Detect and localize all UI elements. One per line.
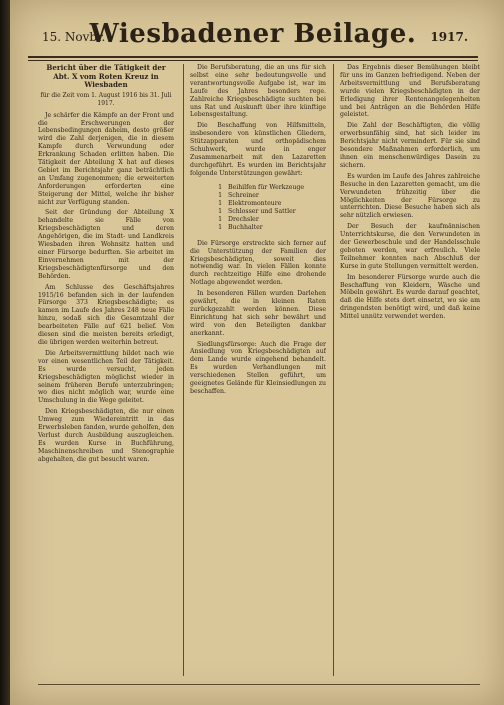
table-row — [196, 200, 326, 208]
table-row — [196, 192, 326, 200]
paragraph: Die Berufsberatung, die an uns für sich selbst eine sehr bedeutungsvolle und verantwortungsvolle Aufgabe ist, war im Laufe des Jahres besonders rege. Zahlreiche Kriegsbeschädigte suchten bei uns Rat und Auskunft über ihre künftige Lebensgestaltung. — [190, 64, 326, 119]
paragraph: Die Zahl der Beschäftigten, die völlig erwerbsunfähig sind, hat sich leider im Berichtsjahr nicht vermindert. Für sie sind besondere Maßnahmen erforderlich, um ihnen ein menschenwürdiges Dasein zu sichern. — [340, 122, 480, 169]
paragraph: Seit der Gründung der Abteilung X behandelte sie Fälle von Kriegsbeschädigten und deren Angehörigen, die im Stadt- und Landkreis Wiesbaden ihren Wohnsitz hatten und einer Fürsorge bedurften. Sie arbeitet im Einvernehmen mit der Kriegsbeschädigtenfürsorge und den Behörden. — [38, 209, 174, 280]
paragraph: Im besonderer Fürsorge wurde auch die Beschaffung von Kleidern, Wäsche und Möbeln gewährt. Es wurde darauf geachtet, daß die Hilfe stets dort einsetzt, wo sie am dringendsten benötigt wird, und daß keine Mittel unnütz verwendet werden. — [340, 273, 480, 321]
table-row — [196, 224, 326, 232]
paragraph: Das Ergebnis dieser Bemühungen bleibt für uns im Ganzen befriedigend. Neben der Arbeitsvermittlung und Berufsberatung wurde vielen Kriegsbeschädigten in der Erledigung ihrer Rentenangelegenheiten und bei Anträgen an die Behörden Hilfe geleistet. — [340, 64, 480, 119]
table-cell-label: Schlosser und Sattler — [228, 207, 296, 215]
column-2 — [190, 64, 326, 679]
paragraph: Die Arbeitsvermittlung bildet nach wie vor einen wesentlichen Teil der Tätigkeit. Es wurde versucht, jeden Kriegsbeschädigten möglichst wieder in seinem früheren Berufe unterzubringen; wo dies nicht möglich war, wurde eine Umschulung in die Wege geleitet. — [38, 349, 174, 405]
masthead-rule-thick — [28, 56, 478, 58]
table-cell-label: Beihilfen für Werkzeuge — [228, 183, 304, 191]
table-cell-number: 1 — [218, 191, 222, 199]
table-cell-number: 1 — [218, 223, 222, 231]
paragraph: Je schärfer die Kämpfe an der Front und die Erschwerungen der Lebensbedingungen daheim, desto größer wird die Zahl derjenigen, die in diesem Kampfe durch Verwundung oder Erkrankung Schaden erlitten haben. Die Tätigkeit der Abteilung X hat auf dieses Gebiet im Berichtsjahr ganz beträchtlich an Umfang zugenommen; die erweiterten Anforderungen erforderten eine Steigerung der Mittel, welche ihr bisher nicht zur Verfügung standen. — [38, 111, 174, 206]
table-cell-label: Elektromonteure — [228, 199, 282, 207]
column-divider-2 — [333, 64, 334, 676]
table-row — [196, 184, 326, 192]
paragraph: Die Beschaffung von Hilfsmitteln, insbesondere von künstlichen Gliedern, Stützapparaten und orthopädischem Schuhwerk, wurde in enger Zusammenarbeit mit den Lazaretten durchgeführt. Es wurden im Berichtsjahr folgende Unterstützungen gewährt: — [190, 122, 326, 177]
masthead — [28, 16, 478, 54]
table-cell-number: 1 — [218, 215, 222, 223]
article-subline: für die Zeit vom 1. August 1916 bis 31. Juli 1917. — [40, 91, 172, 107]
paragraph: In besonderen Fällen wurden Darlehen gewährt, die in kleinen Raten zurückgezahlt werden können. Diese Einrichtung hat sich sehr bewährt und wird von den Beteiligten dankbar anerkannt. — [190, 290, 326, 337]
support-table — [196, 184, 326, 232]
page-binding-edge — [0, 0, 10, 705]
bottom-rule — [38, 684, 480, 685]
paragraph: Es wurden im Laufe des Jahres zahlreiche Besuche in den Lazaretten gemacht, um die Verwundeten frühzeitig über die Möglichkeiten der Fürsorge zu unterrichten. Diese Besuche haben sich als sehr nützlich erwiesen. — [340, 172, 480, 220]
table-row — [196, 216, 326, 224]
paragraph: Am Schlusse des Geschäftsjahres 1915/16 befanden sich in der laufenden Fürsorge 373 Kriegsbeschädigte; es kamen im Laufe des Jahres 248 neue Fälle hinzu, sodaß sich die Gesamtzahl der bearbeiteten Fälle auf 621 belief. Von diesen sind die meisten bereits erledigt, die übrigen werden weiterhin betreut. — [38, 283, 174, 346]
article-headline: Bericht über die Tätigkeit der Abt. X vom Roten Kreuz in Wiesbaden — [46, 64, 166, 90]
table-cell-label: Schreiner — [228, 191, 259, 199]
table-cell-number: 1 — [218, 199, 222, 207]
table-cell-label: Drechsler — [228, 215, 259, 223]
column-3 — [340, 64, 480, 679]
table-cell-label: Buchhalter — [228, 223, 263, 231]
column-1 — [38, 64, 174, 679]
column-divider-1 — [183, 64, 184, 676]
paragraph: Die Fürsorge erstreckte sich ferner auf die Unterstützung der Familien der Kriegsbeschädigten, soweit dies notwendig war. In vielen Fällen konnte durch rechtzeitige Hilfe eine drohende Notlage abgewendet werden. — [190, 239, 326, 287]
paper-title: Wiesbadener Beilage. — [89, 19, 417, 49]
issue-date: 15. Novbr. — [42, 30, 106, 44]
table-row — [196, 208, 326, 216]
table-cell-number: 1 — [218, 183, 222, 191]
masthead-rule-thin — [28, 60, 478, 61]
paragraph: Der Besuch der kaufmännischen Unterrichtskurse, die den Verwundeten in der Gewerbeschule und der Handelsschule geboten werden, war erfreulich. Viele Teilnehmer konnten nach Abschluß der Kurse in gute Stellungen vermittelt werden. — [340, 223, 480, 270]
paragraph: Siedlungsfürsorge: Auch die Frage der Ansiedlung von Kriegsbeschädigten auf dem Lande wurde eingehend behandelt. Es wurden Verhandlungen mit verschiedenen Stellen geführt, um geeignetes Gelände für Kleinsiedlungen zu beschaffen. — [190, 340, 326, 395]
paragraph: Den Kriegsbeschädigten, die nur einen Umweg zum Wiedereintritt in das Erwerbsleben fanden, wurde geholfen, den Verlust durch Ausbildung auszugleichen. Es wurden Kurse in Buchführung, Maschinenschreiben und Stenographie abgehalten, die gut besucht waren. — [38, 408, 174, 463]
issue-year: 1917. — [430, 30, 468, 44]
table-cell-number: 1 — [218, 207, 222, 215]
